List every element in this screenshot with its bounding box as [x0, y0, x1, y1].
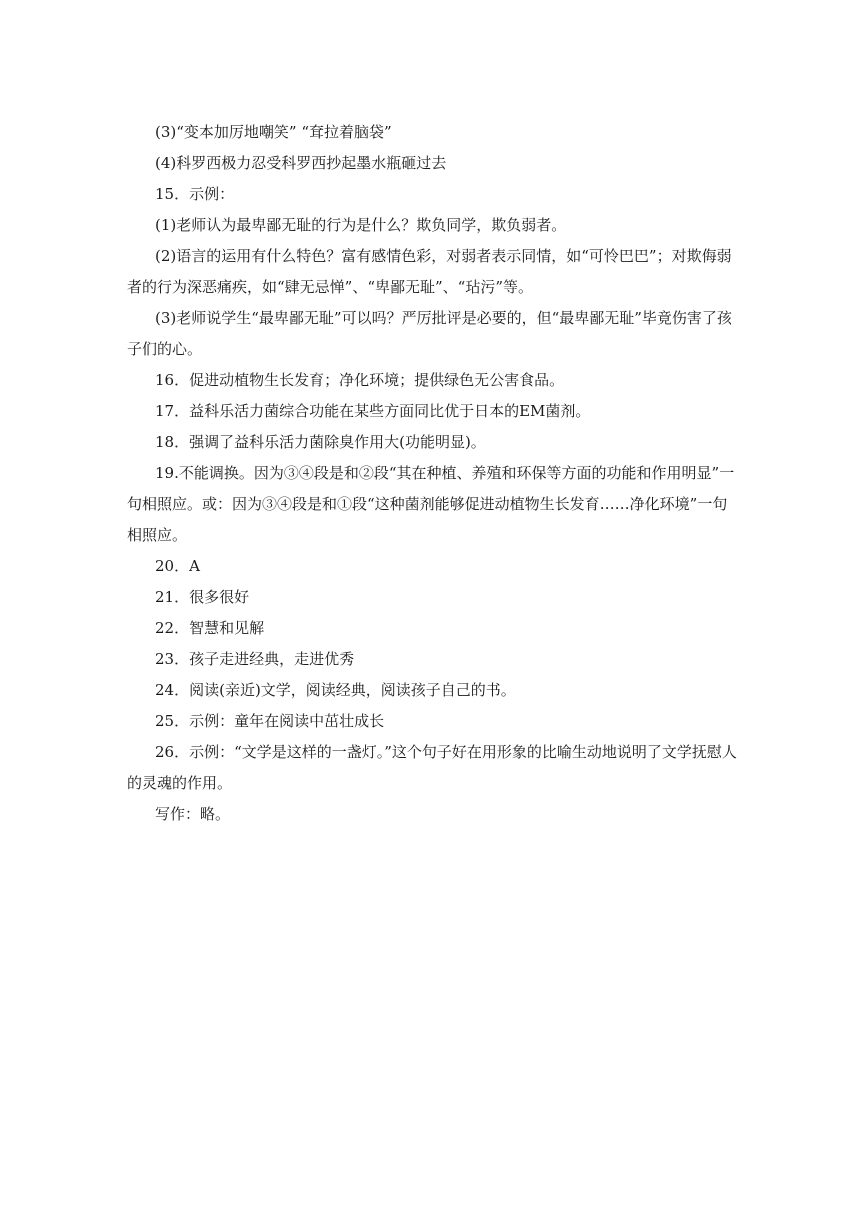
answer-22: 22．智慧和见解 — [155, 619, 265, 637]
answer-24: 24．阅读(亲近)文学，阅读经典，阅读孩子自己的书。 — [155, 681, 516, 699]
answer-text-body — [127, 117, 742, 830]
answer-line-3-4: (4)科罗西极力忍受科罗西抄起墨水瓶砸过去 — [155, 154, 447, 172]
answer-23: 23．孩子走进经典，走进优秀 — [155, 650, 355, 668]
answer-15-2: (2)语言的运用有什么特色？富有感情色彩，对弱者表示同情，如“可怜巴巴”；对欺侮弱者的行为深恶痛疾，如“肆无忌惮”、“卑鄙无耻”、“玷污”等。 — [127, 247, 732, 296]
answer-20: 20．A — [155, 557, 200, 575]
answer-15-1: (1)老师认为最卑鄙无耻的行为是什么？欺负同学，欺负弱者。 — [155, 216, 567, 234]
answer-26: 26．示例：“文学是这样的一盏灯。”这个句子好在用形象的比喻生动地说明了文学抚慰人的灵魂的作用。 — [127, 743, 737, 792]
answer-15-3: (3)老师说学生“最卑鄙无耻”可以吗？严厉批评是必要的，但“最卑鄙无耻”毕竟伤害了孩子们的心。 — [127, 309, 732, 358]
answer-25: 25．示例：童年在阅读中茁壮成长 — [155, 712, 385, 730]
answer-21: 21．很多很好 — [155, 588, 250, 606]
answer-line-3-3: (3)“变本加厉地嘲笑” “耷拉着脑袋” — [155, 123, 392, 141]
answer-16: 16．促进动植物生长发育；净化环境；提供绿色无公害食品。 — [155, 371, 565, 389]
answer-17: 17．益科乐活力菌综合功能在某些方面同比优于日本的EM菌剂。 — [155, 402, 591, 420]
answer-15-heading: 15．示例： — [155, 185, 235, 203]
answer-writing: 写作：略。 — [155, 805, 231, 823]
answer-18: 18．强调了益科乐活力菌除臭作用大(功能明显)。 — [155, 433, 486, 451]
answer-19: 19.不能调换。因为③④段是和②段“其在种植、养殖和环保等方面的功能和作用明显”一句相照应。或：因为③④段是和①段“这种菌剂能够促进动植物生长发育……净化环境”一句相照应。 — [127, 464, 735, 544]
